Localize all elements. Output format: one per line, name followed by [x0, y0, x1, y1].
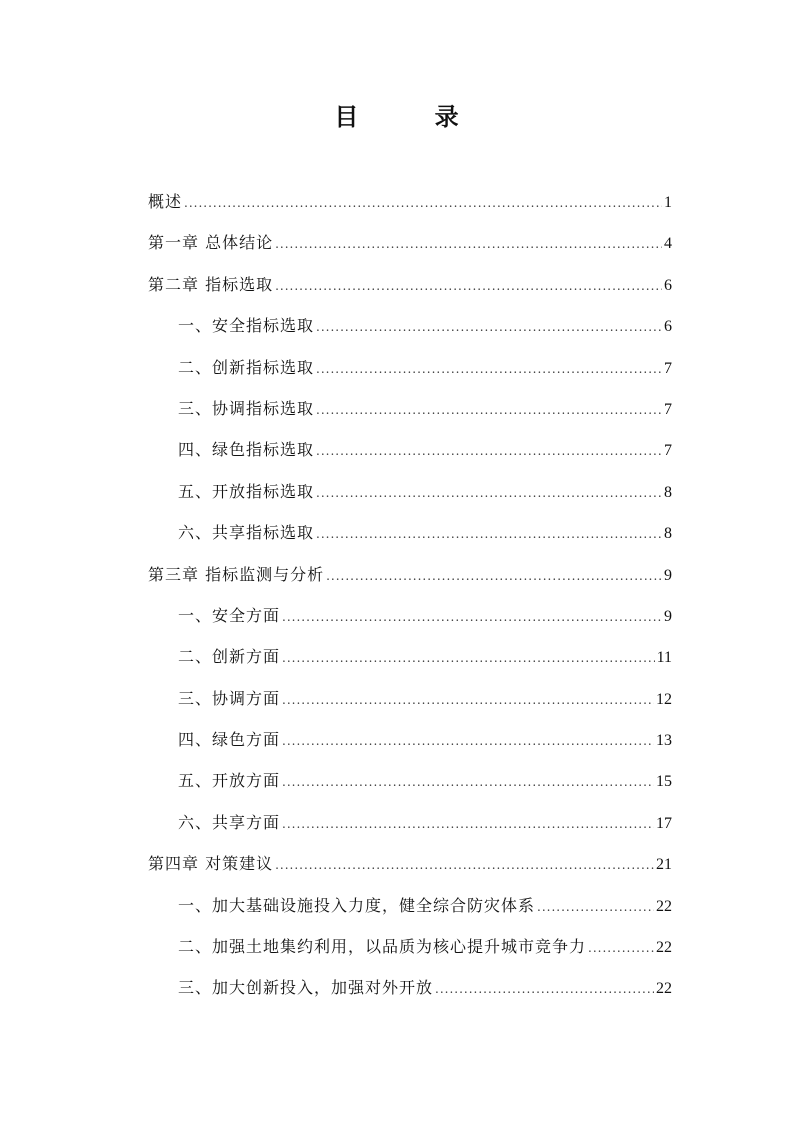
toc-dot-leader — [316, 514, 662, 555]
toc-dot-leader — [316, 390, 662, 431]
toc-dot-leader — [316, 349, 662, 390]
toc-page-number: 8 — [664, 525, 672, 543]
toc-entry-label: 四、绿色指标选取 — [178, 440, 315, 460]
toc-page-number: 1 — [664, 194, 672, 211]
toc-page-number: 8 — [664, 483, 672, 501]
toc-entry-label: 第一章 总体结论 — [148, 233, 274, 253]
toc-dot-leader — [282, 762, 654, 803]
toc-entry[interactable] — [148, 885, 672, 926]
toc-page-number: 9 — [664, 566, 672, 584]
toc-dot-leader — [282, 721, 654, 762]
toc-dot-leader — [275, 224, 662, 265]
toc-dot-leader — [275, 266, 662, 307]
toc-entry-label: 第四章 对策建议 — [148, 854, 274, 874]
toc-entry[interactable] — [148, 388, 672, 429]
toc-dot-leader — [282, 804, 654, 845]
toc-page-number: 7 — [664, 359, 672, 377]
toc-page-number: 21 — [656, 856, 672, 874]
toc-entry-label: 五、开放方面 — [178, 771, 281, 791]
toc-entry[interactable] — [148, 636, 672, 677]
toc-dot-leader — [537, 887, 654, 928]
toc-page-number: 6 — [664, 276, 672, 294]
toc-entry-label: 三、协调指标选取 — [178, 398, 315, 418]
toc-entry-label: 六、共享方面 — [178, 812, 281, 832]
toc-entry[interactable] — [148, 554, 672, 595]
toc-dot-leader — [588, 928, 654, 969]
toc-entry-label: 二、加强土地集约利用，以品质为核心提升城市竞争力 — [178, 937, 587, 957]
toc-entry-label: 第二章 指标选取 — [148, 274, 274, 294]
toc-page-number: 22 — [656, 897, 672, 915]
toc-page-number: 7 — [664, 442, 672, 460]
toc-entry-label: 二、创新方面 — [178, 647, 281, 667]
toc-entry[interactable] — [148, 802, 672, 843]
page-title: 目 录 — [334, 102, 493, 131]
toc-entry-label: 一、加大基础设施投入力度，健全综合防灾体系 — [178, 895, 536, 915]
toc-entry-label: 六、共享指标选取 — [178, 523, 315, 543]
toc-entry[interactable] — [148, 678, 672, 719]
toc-entry-label: 一、安全方面 — [178, 605, 281, 625]
toc-entry-label: 四、绿色方面 — [178, 730, 281, 750]
toc-page-number: 22 — [656, 980, 672, 998]
toc-dot-leader — [282, 680, 654, 721]
toc-page-number: 4 — [664, 235, 672, 253]
toc-page-number: 11 — [656, 649, 672, 667]
toc-entry-label: 概述 — [148, 192, 183, 211]
toc-dot-leader — [282, 638, 655, 679]
toc-entry-label: 一、安全指标选取 — [178, 316, 315, 336]
toc-page-number: 6 — [664, 318, 672, 336]
toc-page-number: 15 — [656, 773, 672, 791]
toc-entry-label: 五、开放指标选取 — [178, 481, 315, 501]
toc-entry[interactable] — [148, 843, 672, 884]
toc-dot-leader — [316, 431, 662, 472]
toc-entry[interactable] — [148, 512, 672, 553]
toc-dot-leader — [184, 183, 662, 224]
toc-page-number: 9 — [664, 607, 672, 625]
toc-dot-leader — [316, 307, 662, 348]
toc-dot-leader — [282, 597, 662, 638]
toc-entry[interactable] — [148, 305, 672, 346]
toc-entry[interactable] — [148, 471, 672, 512]
toc-dot-leader — [326, 556, 662, 597]
table-of-contents — [148, 181, 672, 1009]
toc-page-number: 13 — [656, 732, 672, 750]
toc-page-number: 22 — [656, 939, 672, 957]
toc-entry[interactable] — [148, 222, 672, 263]
toc-dot-leader — [275, 845, 654, 886]
toc-dot-leader — [435, 969, 654, 1010]
toc-page-number: 17 — [656, 814, 672, 832]
toc-entry[interactable] — [148, 595, 672, 636]
toc-entry[interactable] — [148, 719, 672, 760]
toc-dot-leader — [316, 473, 662, 514]
toc-entry-label: 二、创新指标选取 — [178, 357, 315, 377]
toc-page-number: 12 — [656, 690, 672, 708]
toc-entry[interactable] — [148, 264, 672, 305]
toc-entry-label: 第三章 指标监测与分析 — [148, 564, 325, 584]
toc-entry-label: 三、协调方面 — [178, 688, 281, 708]
toc-page-number: 7 — [664, 400, 672, 418]
toc-entry[interactable] — [148, 926, 672, 967]
toc-entry[interactable] — [148, 967, 672, 1008]
toc-entry[interactable] — [148, 760, 672, 801]
toc-entry[interactable] — [148, 429, 672, 470]
toc-entry[interactable] — [148, 347, 672, 388]
toc-entry[interactable] — [148, 181, 672, 222]
toc-entry-label: 三、加大创新投入，加强对外开放 — [178, 978, 434, 998]
